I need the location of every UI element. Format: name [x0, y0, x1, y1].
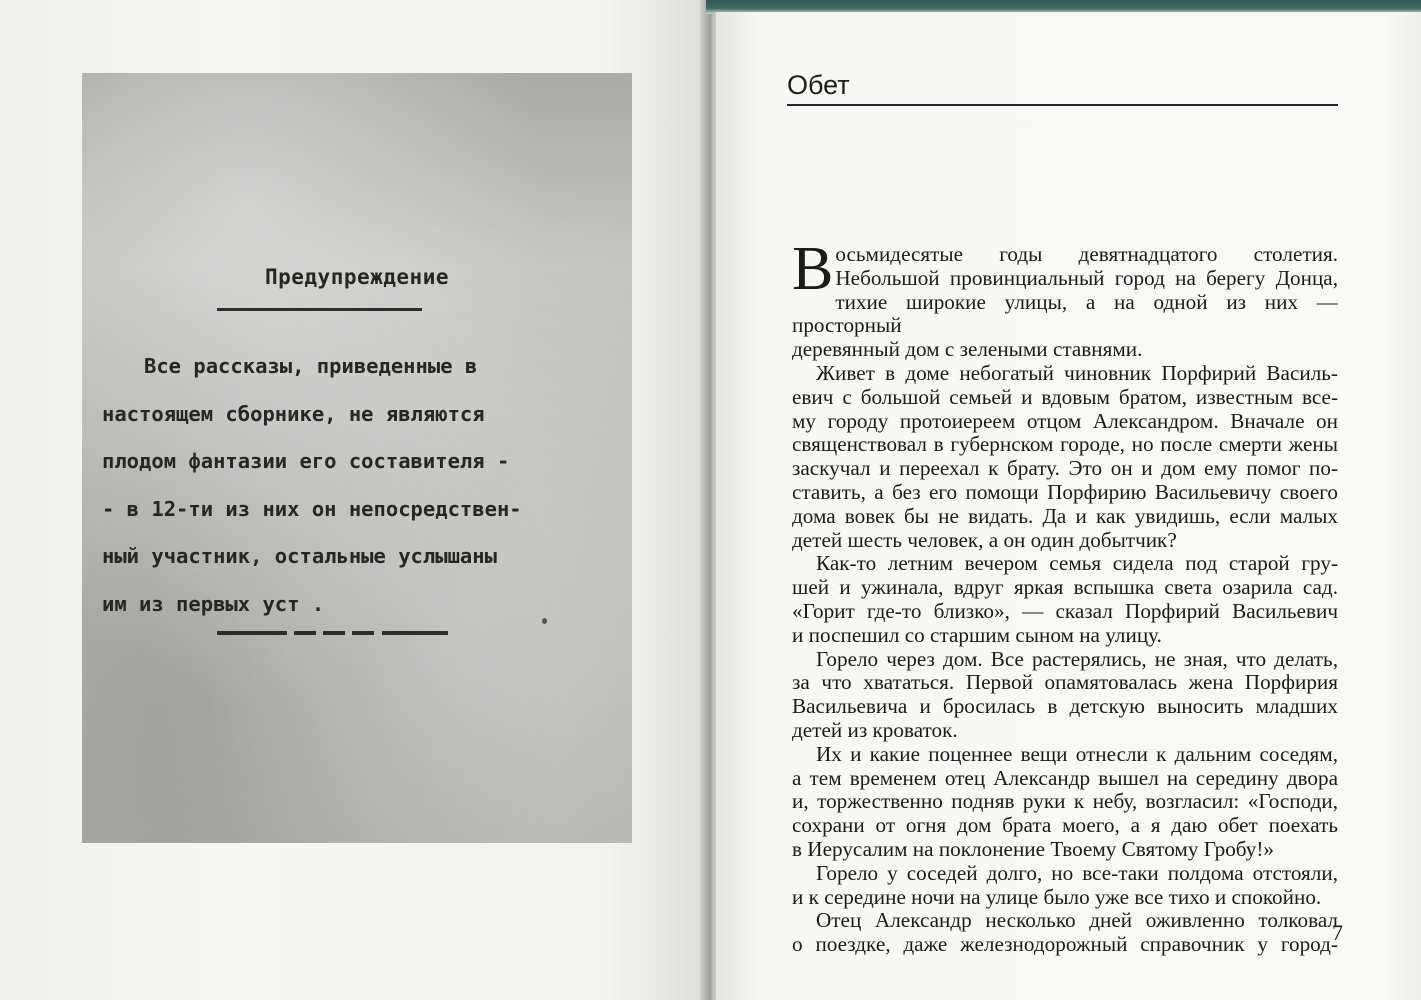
text-line: и поспешил со старшим сыном на улицу. — [792, 622, 1162, 647]
chapter-title: Обет — [787, 70, 850, 100]
text-line: Живет в доме небогатый чиновник Порфирий Василь- — [816, 360, 1338, 385]
document-line: плодом фантазии его составителя - — [102, 449, 510, 473]
end-mark-dash — [294, 631, 316, 635]
text-line: и к середине ночи на улице было уже все тихо и спокойно. — [792, 884, 1322, 909]
text-line: деревянный дом с зелеными ставнями. — [792, 337, 1143, 362]
text-line: а тем временем отец Александр вышел на середину двора — [792, 765, 1338, 790]
body-text — [792, 235, 1338, 957]
end-mark-dash — [323, 631, 345, 635]
photo-speck — [542, 618, 547, 624]
text-line: в Иерусалим на поклонение Твоему Святому Гробу!» — [792, 836, 1275, 861]
text-line: осьмидесятые годы девятнадцатого столетия. — [835, 242, 1338, 266]
text-line: тихие широкие улицы, а на одной из них — просторный — [792, 289, 1338, 338]
text-line: Васильевича и бросилась в детскую выносить младших — [792, 694, 1338, 719]
text-line: детей из кроваток. — [792, 717, 958, 742]
text-line: сохрани от огня дом брата моего, а я даю обет поехать — [792, 813, 1338, 838]
text-line: Горело у соседей долго, но все-таки полдома отстояли, — [816, 860, 1338, 885]
text-line: детей шесть человек, а он один добытчик? — [792, 527, 1177, 552]
text-line: «Горит где-то близко», — сказал Порфирий Васильевич — [792, 598, 1338, 623]
document-body — [102, 343, 622, 628]
text-line: Небольшой провинциальный город на берегу Донца, — [835, 265, 1338, 290]
end-mark-dash — [382, 631, 448, 635]
text-line: шей и ужинала, вдруг яркая вспышка света озарила сад. — [792, 575, 1338, 600]
text-line: ставить, а без его помощи Порфирию Васильевичу своего — [792, 479, 1338, 504]
text-line: Как-то летним вечером семья сидела под старой гру- — [816, 551, 1338, 576]
text-line: и, торжественно подняв руки к небу, возгласил: «Господи, — [792, 789, 1338, 814]
document-line: ный участник, остальные услышаны — [102, 544, 497, 568]
title-underline — [217, 308, 422, 311]
left-page — [0, 0, 708, 1000]
text-line: Отец Александр несколько дней оживленно толковал — [816, 908, 1338, 933]
typewritten-document-photo — [82, 73, 632, 843]
text-line: заскучал и переехал к брату. Это он и дом ему помог по- — [792, 456, 1338, 481]
end-mark-dash — [217, 631, 287, 635]
text-line: о поездке, даже железнодорожный справочник у город- — [792, 932, 1338, 957]
document-line: - в 12-ти из них он непосредствен- — [102, 496, 522, 521]
document-line: им из первых уст . — [102, 591, 325, 616]
show-through-caption — [82, 850, 642, 910]
text-line: му городу протоиереем отцом Александром. Вначале он — [792, 408, 1338, 433]
drop-cap: В — [792, 235, 834, 303]
end-mark-dash — [352, 631, 374, 635]
document-line: Все рассказы, приведенные в — [144, 354, 478, 378]
text-line: дома вовек бы не видать. Да и как увидишь, если малых — [792, 503, 1338, 528]
document-title: Предупреждение — [264, 265, 449, 289]
chapter-title-rule — [787, 104, 1338, 106]
text-line: священствовал в губернском городе, но после смерти жены — [792, 432, 1338, 457]
page-number: 7 — [1332, 920, 1343, 945]
document-line: настоящем сборнике, не являются — [102, 401, 485, 426]
text-line: Их и какие поценнее вещи отнесли к дальним соседям, — [816, 741, 1338, 766]
text-line: Горело через дом. Все растерялись, не зная, что делать, — [816, 646, 1338, 671]
text-line: евич с большой семьей и вдовым братом, известным все- — [792, 384, 1338, 409]
text-line: за что хвататься. Первой опамятовалась жена Порфирия — [792, 670, 1338, 695]
